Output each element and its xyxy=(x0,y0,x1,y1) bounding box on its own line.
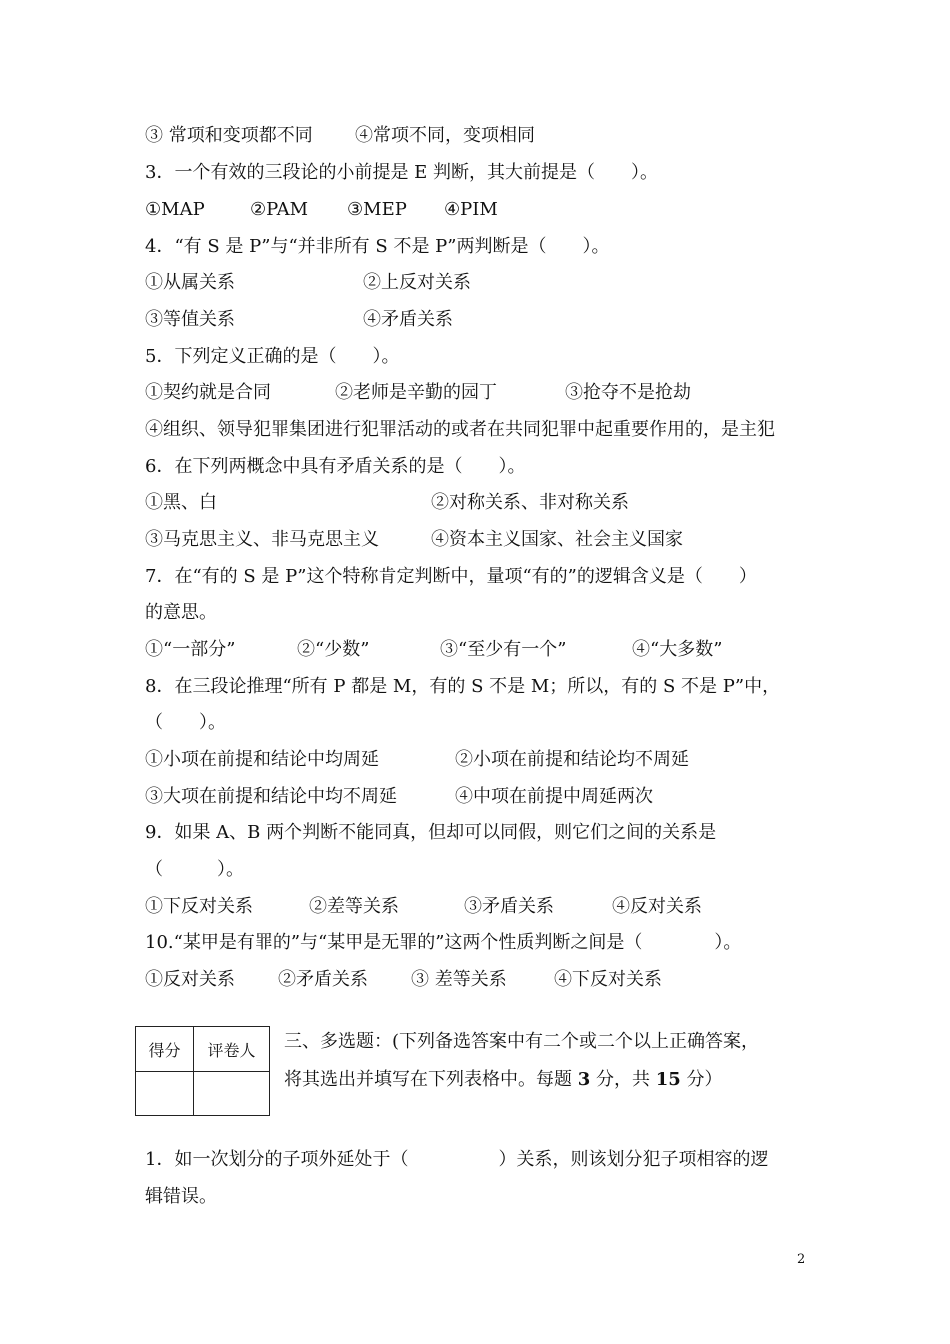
option: ①黑、白 xyxy=(145,492,217,513)
option-line xyxy=(145,895,702,919)
option-line xyxy=(145,381,691,405)
grader-header: 评卷人 xyxy=(194,1027,270,1072)
option: ①下反对关系 xyxy=(145,896,253,917)
option: ③矛盾关系 xyxy=(464,896,554,917)
option-line xyxy=(145,491,629,515)
option: ①反对关系 xyxy=(145,969,235,990)
option: ④矛盾关系 xyxy=(363,309,453,330)
option: ①小项在前提和结论中均周延 xyxy=(145,749,379,770)
option: ②“少数” xyxy=(297,639,370,660)
option: ④常项不同，变项相同 xyxy=(355,125,535,146)
score-table xyxy=(135,1026,270,1116)
question-stem: 9．如果 A、B 两个判断不能同真，但却可以同假，则它们之间的关系是 xyxy=(145,822,717,843)
score-header: 得分 xyxy=(136,1027,194,1072)
question-stem: 10.“某甲是有罪的”与“某甲是无罪的”这两个性质判断之间是（ ）。 xyxy=(145,932,742,953)
option: ③MEP xyxy=(347,199,407,220)
option: ②对称关系、非对称关系 xyxy=(431,492,629,513)
points-each: 3 xyxy=(577,1069,591,1090)
section-heading: 三、多选题：(下列备选答案中有二个或二个以上正确答案， xyxy=(284,1031,760,1052)
option: ②矛盾关系 xyxy=(278,969,368,990)
option-line xyxy=(145,968,662,992)
option-line xyxy=(145,308,453,332)
option: ②老师是辛勤的园丁 xyxy=(335,382,497,403)
question-stem: 8．在三段论推理“所有 P 都是 M，有的 S 不是 M；所以，有的 S 不是 P”中， xyxy=(145,676,781,697)
question-stem-continued: （ ）。 xyxy=(145,712,226,733)
option: ④反对关系 xyxy=(612,896,702,917)
option: ①契约就是合同 xyxy=(145,382,271,403)
option: ④PIM xyxy=(444,199,498,220)
option: ③大项在前提和结论中均不周延 xyxy=(145,786,397,807)
option-line xyxy=(145,418,775,442)
option-line xyxy=(145,748,689,772)
question-stem: 5．下列定义正确的是（ ）。 xyxy=(145,346,400,367)
question-stem-continued: 的意思。 xyxy=(145,602,217,623)
option: ②上反对关系 xyxy=(363,272,471,293)
question-stem-continued: 辑错误。 xyxy=(145,1186,217,1207)
option: ③ 常项和变项都不同 xyxy=(145,125,313,146)
option: ④下反对关系 xyxy=(554,969,662,990)
question-stem: 1．如一次划分的子项外延处于（ ）关系，则该划分犯子项相容的逻 xyxy=(145,1149,769,1170)
option: ②PAM xyxy=(250,199,309,220)
option: ③ 差等关系 xyxy=(411,969,507,990)
question-stem: 4．“有 S 是 P”与“并非所有 S 不是 P”两判断是（ ）。 xyxy=(145,236,610,257)
section-text: 将其选出并填写在下列表格中。每题 xyxy=(284,1069,572,1090)
option-line xyxy=(145,271,471,295)
section-heading-continued xyxy=(284,1068,723,1092)
option: ③抢夺不是抢劫 xyxy=(565,382,691,403)
grader-cell[interactable] xyxy=(194,1072,270,1116)
score-cell[interactable] xyxy=(136,1072,194,1116)
option-line xyxy=(145,124,535,148)
question-stem-continued: （ ）。 xyxy=(145,859,244,880)
option: ④“大多数” xyxy=(632,639,723,660)
question-stem: 3．一个有效的三段论的小前提是 E 判断，其大前提是（ ）。 xyxy=(145,162,659,183)
option: ④资本主义国家、社会主义国家 xyxy=(431,529,683,550)
option: ③等值关系 xyxy=(145,309,235,330)
option: ②差等关系 xyxy=(309,896,399,917)
option: ④组织、领导犯罪集团进行犯罪活动的或者在共同犯罪中起重要作用的，是主犯 xyxy=(145,419,775,440)
option: ③马克思主义、非马克思主义 xyxy=(145,529,379,550)
question-stem: 7．在“有的 S 是 P”这个特称肯定判断中，量项“有的”的逻辑含义是（ ） xyxy=(145,566,757,587)
option: ③“至少有一个” xyxy=(440,639,567,660)
option: ②小项在前提和结论均不周延 xyxy=(455,749,689,770)
points-total: 15 xyxy=(655,1069,681,1090)
section-text: 分） xyxy=(686,1069,723,1090)
option-line xyxy=(145,638,722,662)
page-number: 2 xyxy=(797,1252,806,1267)
question-stem: 6．在下列两概念中具有矛盾关系的是（ ）。 xyxy=(145,456,526,477)
option: ①MAP xyxy=(145,199,205,220)
option-line xyxy=(145,198,498,222)
option: ①从属关系 xyxy=(145,272,235,293)
option: ①“一部分” xyxy=(145,639,236,660)
option-line xyxy=(145,785,653,809)
option-line xyxy=(145,528,683,552)
section-text: 分，共 xyxy=(596,1069,650,1090)
option: ④中项在前提中周延两次 xyxy=(455,786,653,807)
